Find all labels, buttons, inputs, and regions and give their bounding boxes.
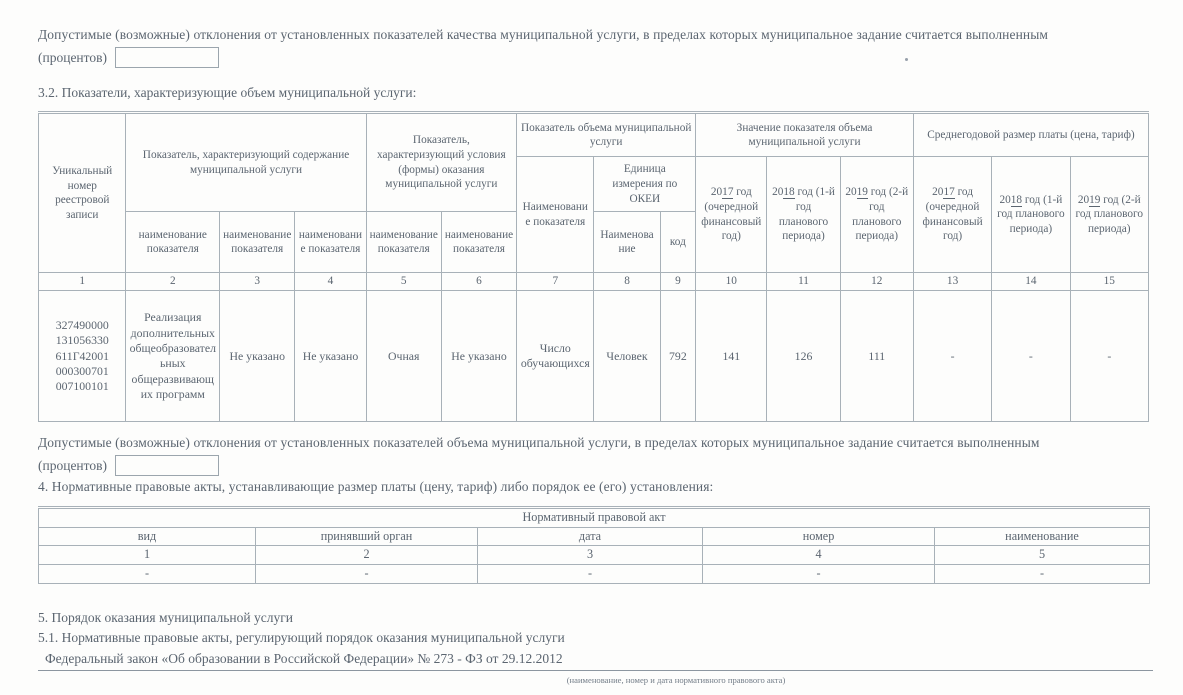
subheader-unit-name: Наименование [594,212,660,273]
law-caption: (наименование, номер и дата нормативного правового акта) [566,674,786,685]
col-num: 13 [913,273,991,291]
cell-okei-code: 792 [660,291,696,422]
subheader-indicator-name-2: наименование показателя [220,212,295,273]
subheader-indicator-name-5: наименование показателя [441,212,516,273]
cell-pay-2017: - [913,291,991,422]
cell-registry-number: 327490000 131056330 611Г42001 000300701 007100101 [39,291,126,422]
legal-col-vid: вид [39,527,256,546]
header-value-year-2019 [840,157,913,273]
cell-unit: Человек [594,291,660,422]
legal-value: - [935,565,1150,584]
document-content [38,26,1150,686]
legal-col-num: 1 [39,546,256,565]
legal-acts-table [38,506,1150,584]
col-num: 6 [441,273,516,291]
year-digits: 17 [722,186,734,199]
year-digits: 19 [1089,193,1101,206]
col-num: 12 [840,273,913,291]
year-note: год (очередной финансовый год) [701,186,762,243]
year-note: год (1-й год планового периода) [778,186,835,243]
subheader-indicator-name-3: наименование показателя [295,212,366,273]
col-num: 11 [767,273,840,291]
section-5-1-title: 5.1. Нормативные правовые акты, регулирующий порядок оказания муниципальной услуги [38,629,565,645]
year-digits: 18 [783,186,795,199]
section-5-title: 5. Порядок оказания муниципальной услуги [38,610,293,626]
footer-section [38,608,1150,686]
header-value-year-2018 [767,157,840,273]
deviation-volume-text: Допустимые (возможные) отклонения от установленных показателей объема муниципальной услуги, в пределах которых муниципальное задание считается выполненным [38,435,1040,451]
cell-pay-2019: - [1070,291,1148,422]
year-prefix: 20 [932,186,944,199]
legal-col-num: 5 [935,546,1150,565]
year-note: год (2-й год планового периода) [1075,193,1144,236]
header-value-year-2017 [696,157,767,273]
subheader-indicator-name-1: наименование показателя [126,212,220,273]
col-num: 14 [992,273,1070,291]
deviation-quality-text: Допустимые (возможные) отклонения от установленных показателей качества муниципальной услуги, в пределах которых муниципальное задание считается выполненным [38,27,1049,42]
header-pay-group: Среднегодовой размер платы (цена, тариф) [913,113,1148,157]
cell-content-name: Реализация дополнительных общеобразовательных общеразвивающих программ [126,291,220,422]
header-pay-year-2018 [992,157,1070,273]
col-num: 7 [517,273,594,291]
legal-col-organ: принявший орган [256,527,478,546]
col-num: 3 [220,273,295,291]
header-pay-year-2017 [913,157,991,273]
law-reference-line: Федеральный закон «Об образовании в Российской Федерации» № 273 - ФЗ от 29.12.2012 [38,649,1153,671]
legal-col-num: 4 [703,546,935,565]
col-num: 15 [1070,273,1148,291]
year-prefix: 20 [845,186,857,199]
subheader-unit-code: код [660,212,696,273]
legal-col-name: наименование [935,527,1150,546]
year-digits: 17 [943,186,955,199]
cell-pay-2018: - [992,291,1070,422]
header-indicator-name: Наименование показателя [517,157,594,273]
cell-content-attr3: Не указано [295,291,366,422]
legal-value: - [703,565,935,584]
col-num: 2 [126,273,220,291]
header-conditions-group: Показатель, характеризующий условия (формы) оказания муниципальной услуги [366,113,517,212]
legal-col-num: 3 [478,546,703,565]
header-registry: Уникальный номер реестровой записи [39,113,126,273]
year-note: год (2-й год планового периода) [852,186,909,243]
legal-group-header: Нормативный правовой акт [39,507,1150,527]
legal-col-number: номер [703,527,935,546]
header-volume-group: Показатель объема муниципальной услуги [517,113,696,157]
percent-quality-input-box [115,47,219,68]
col-num: 9 [660,273,696,291]
percent-volume-input-box [115,455,219,476]
year-prefix: 20 [999,193,1011,206]
header-content-group: Показатель, характеризующий содержание муниципальной услуги [126,113,366,212]
col-num: 8 [594,273,660,291]
header-value-group: Значение показателя объема муниципальной услуги [696,113,914,157]
cell-form2: Не указано [441,291,516,422]
legal-value: - [256,565,478,584]
col-num: 10 [696,273,767,291]
legal-col-num: 2 [256,546,478,565]
year-note: год (1-й год планового периода) [997,193,1065,236]
percent-label: (процентов) [38,49,108,65]
column-numbers-row [39,273,1149,291]
legal-col-date: дата [478,527,703,546]
year-prefix: 20 [710,186,723,199]
cell-value-2019: 111 [840,291,913,422]
section-4-title: 4. Нормативные правовые акты, устанавливающие размер платы (цену, тариф) либо порядок ее (его) установления: [38,479,714,495]
cell-form: Очная [366,291,441,422]
col-num: 1 [39,273,126,291]
col-num: 5 [366,273,441,291]
legal-value: - [478,565,703,584]
percent-quality-line [38,47,1150,68]
cell-value-2017: 141 [696,291,767,422]
subheader-indicator-name-4: наименование показателя [366,212,441,273]
volume-indicators-table [38,111,1149,422]
year-prefix: 20 [1077,193,1090,206]
year-prefix: 20 [772,186,784,199]
year-note: год (очередной финансовый год) [922,186,983,243]
percent-volume-line [38,455,1150,476]
cell-value-2018: 126 [767,291,840,422]
cell-content-attr2: Не указано [220,291,295,422]
percent-label: (процентов) [38,457,108,473]
year-digits: 18 [1010,193,1023,206]
col-num: 4 [295,273,366,291]
header-pay-year-2019 [1070,157,1148,273]
section-3-2-title: 3.2. Показатели, характеризующие объем муниципальной услуги: [38,85,417,101]
legal-value: - [39,565,256,584]
cell-indicator: Число обучающихся [517,291,594,422]
table-row [39,291,1149,422]
header-unit-group: Единица измерения по ОКЕИ [594,157,696,212]
year-digits: 19 [856,186,868,199]
